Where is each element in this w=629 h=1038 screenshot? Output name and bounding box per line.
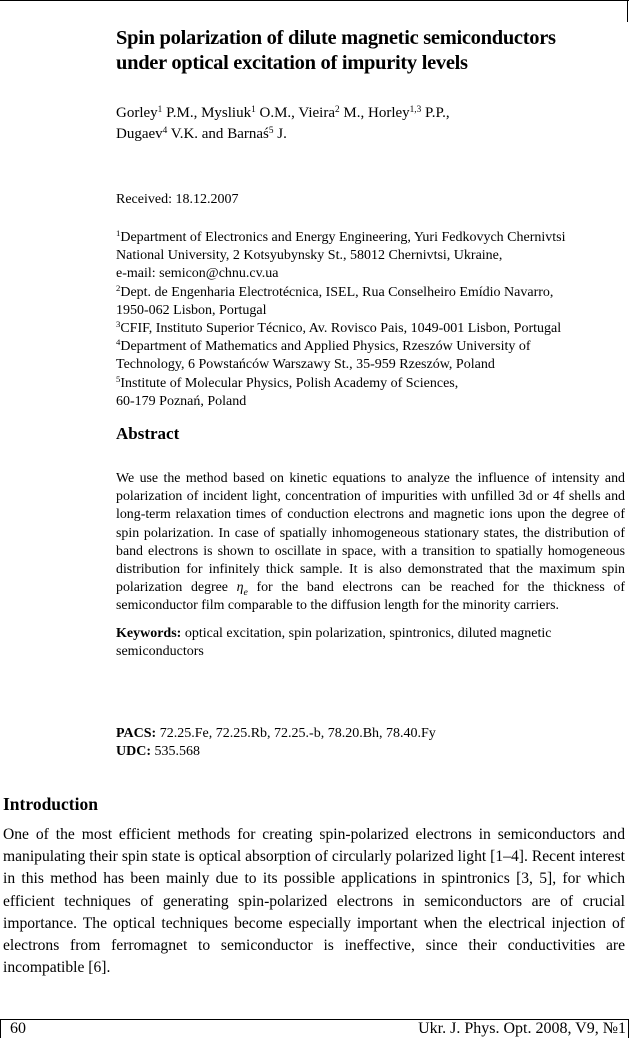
affiliation-line: Department of Electronics and Energy Engineering, Yuri Fedkovych Chernivtsi (120, 230, 566, 245)
page-number: 60 (10, 1020, 26, 1037)
author-list (116, 103, 625, 145)
author-initials: V.K. and (167, 126, 228, 142)
journal-reference: Ukr. J. Phys. Opt. 2008, V9, №1 (418, 1020, 626, 1037)
intro-heading: Introduction (3, 794, 98, 814)
author-affil-mark: 5 (268, 125, 274, 136)
title-line: Spin polarization of dilute magnetic semiconductors (116, 27, 556, 49)
keywords-label: Keywords: (116, 626, 182, 641)
author-line (116, 103, 625, 124)
udc-line (116, 743, 625, 761)
abstract-text: for the band electrons can be reached for the thickness of semiconductor film comparable to the diffusion length for the minority carriers. (116, 580, 625, 614)
author-line (116, 124, 625, 145)
affiliation-mark: 5 (116, 373, 121, 384)
udc-label: UDC: (116, 744, 151, 759)
affiliation (116, 375, 625, 411)
abstract-symbol-subscript: e (243, 587, 248, 598)
pacs-line (116, 725, 625, 743)
author-affil-mark: 2 (335, 104, 340, 115)
affiliation-line: Institute of Molecular Physics, Polish Academy of Sciences, (120, 375, 459, 391)
pacs-label: PACS: (116, 726, 157, 741)
affiliation-line: Technology, 6 Powstańców Warszawy St., 35-959 Rzeszów, Poland (116, 357, 495, 373)
affiliation (116, 320, 625, 338)
author-affil-mark: 4 (162, 125, 168, 136)
affiliation (116, 284, 625, 320)
author-initials: J. (273, 126, 287, 142)
intro-body: One of the most efficient methods for creating spin-polarized electrons in semiconductors and manipulating their spin state is optical absorption of circularly polarized light [1–4]. Recent interest in this method has been mainly due to its possible applications in spintronics [3, 5], for which efficient techniques of generating spin-polarized electrons in semiconductors are of crucial importance. The optical techniques become especially important when the electrical injection of electrons from ferromagnet to semiconductor is ineffective, since their conductivities are incompatible [6]. (3, 826, 625, 977)
abstract-heading: Abstract (116, 424, 180, 443)
affiliation-line: National University, 2 Kotsyubynsky St., 58012 Chernivtsi, Ukraine, (116, 248, 503, 264)
udc-text: 535.568 (151, 744, 200, 759)
affiliation-line: 1950-062 Lisbon, Portugal (116, 302, 267, 318)
paper-title (116, 26, 625, 76)
abstract-body (116, 470, 625, 616)
author-name: Vieira (298, 105, 335, 121)
affiliation-line: Department of Mathematics and Applied Physics, Rzeszów University of (120, 339, 531, 355)
keywords-text: optical excitation, spin polarization, spintronics, diluted magnetic semiconductors (116, 626, 552, 659)
author-initials: M., (339, 105, 368, 121)
affiliation-mark: 2 (116, 282, 121, 293)
header-rule (0, 0, 629, 1)
abstract-symbol: η (236, 580, 244, 596)
author-initials: P.M., (162, 105, 202, 121)
affiliation-line: CFIF, Instituto Superior Técnico, Av. Rovisco Pais, 1049-001 Lisbon, Portugal (120, 321, 562, 337)
footer-tick-left (0, 1019, 1, 1038)
affiliation-mark: 1 (116, 228, 121, 239)
author-affil-mark: 1 (251, 104, 256, 115)
affiliation-line: Dept. de Engenharia Electrotécnica, ISEL, Rua Conselheiro Emídio Navarro, (120, 284, 554, 300)
affiliation-mark: 4 (116, 337, 121, 348)
author-name: Mysliuk (201, 105, 252, 121)
abstract-text: We use the method based on kinetic equations to analyze the influence of intensity and polarization of incident light, concentration of impurities with unfilled 3d or 4f shells and long-term relaxation times of conduction electrons and magnetic ions upon the degree of spin polarization. In case of spatially inhomogeneous stationary states, the distribution of band electrons is shown to oscillate in space, with a transition to spatially homogeneous distribution for infinitely thick sample. It is also demonstrated that the maximum spin polarization degree (116, 471, 625, 596)
affiliation-email[interactable]: e-mail: semicon@chnu.cv.ua (116, 266, 279, 282)
title-line: under optical excitation of impurity levels (116, 52, 468, 74)
author-initials: O.M., (255, 105, 299, 121)
author-affil-mark: 1 (157, 104, 163, 115)
received-date: Received: 18.12.2007 (116, 192, 239, 207)
affiliation-mark: 3 (116, 319, 121, 330)
author-name: Barnaś (227, 126, 269, 142)
affiliation (116, 338, 625, 374)
affiliations (116, 229, 625, 411)
author-initials: P.P., (421, 105, 450, 121)
keywords (116, 625, 625, 661)
header-corner-rule (627, 0, 628, 22)
affiliation-line: 60-179 Poznań, Poland (116, 393, 247, 409)
author-name: Gorley (116, 105, 158, 121)
author-affil-mark: 1,3 (409, 104, 422, 115)
classification (116, 725, 625, 761)
author-name: Dugaev (116, 126, 163, 142)
author-name: Horley (368, 105, 410, 121)
affiliation (116, 229, 625, 284)
pacs-text: 72.25.Fe, 72.25.Rb, 72.25.-b, 78.20.Bh, 78.40.Fy (156, 726, 436, 741)
